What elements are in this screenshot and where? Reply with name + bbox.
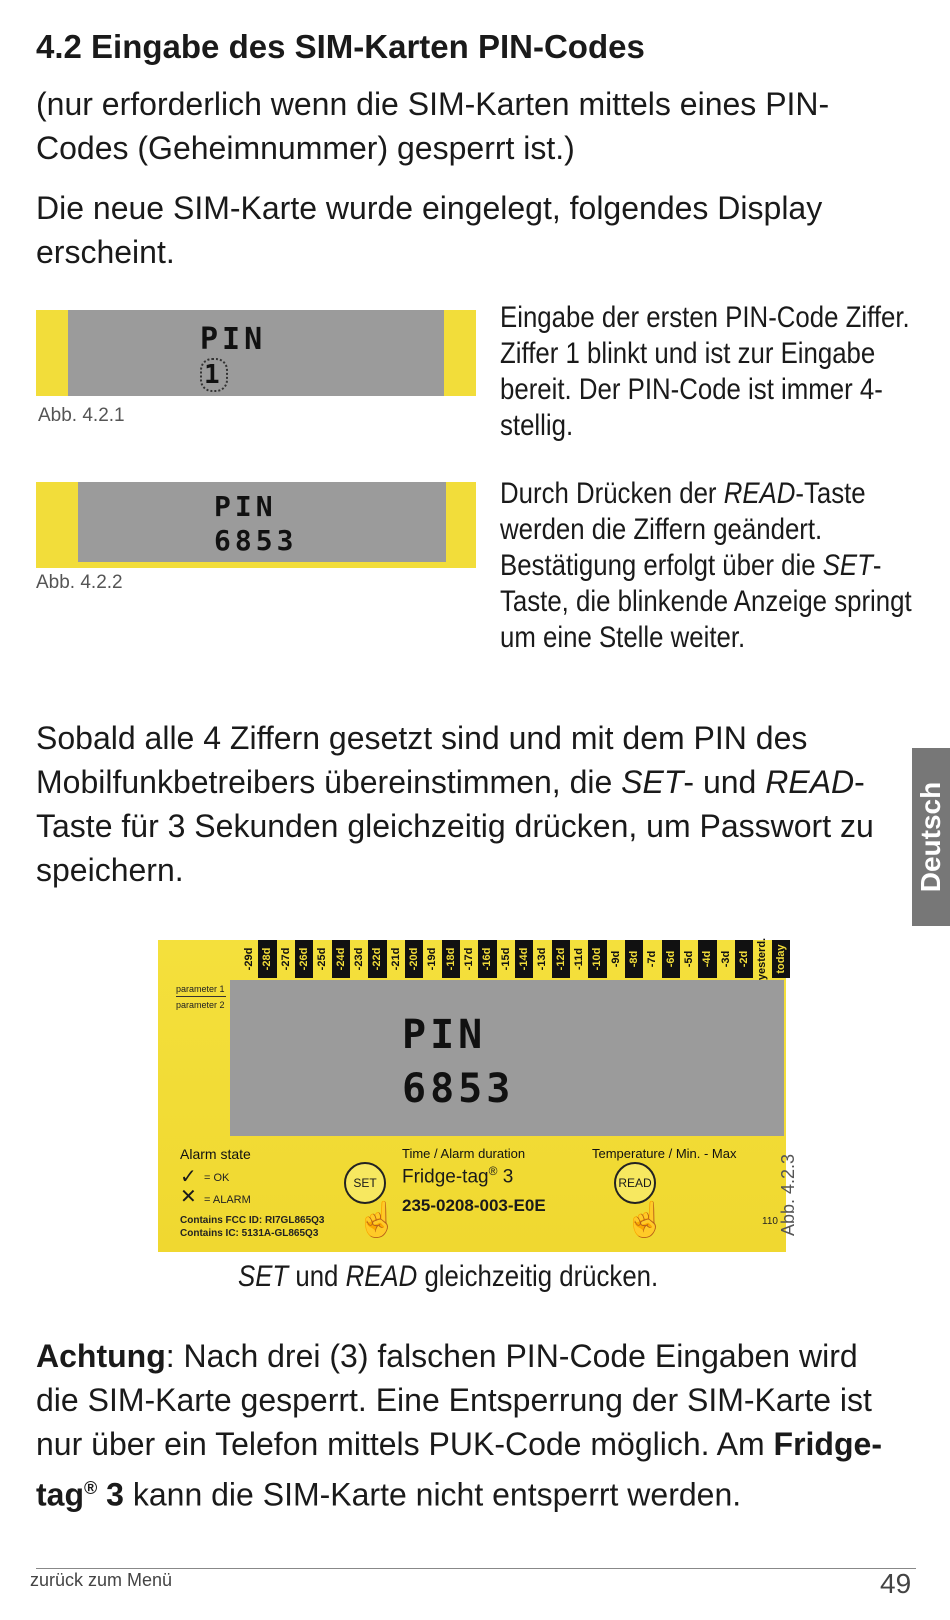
day-marker: -22d [368, 940, 386, 978]
day-marker: -4d [698, 940, 716, 978]
day-marker: -21d [389, 947, 402, 971]
figure-caption-3: Abb. 4.2.3 [778, 1153, 798, 1236]
day-marker: -24d [332, 940, 350, 978]
fridge-tag-device [158, 937, 787, 1252]
parameter-2-label: parameter 2 [176, 1000, 225, 1010]
ic-id: Contains IC: 5131A-GL865Q3 [180, 1228, 319, 1239]
figure-1-description: Eingabe der ersten PIN-Code Ziffer. Ziffer 1 blinkt und ist zur Eingabe bereit. Der PIN-Code ist immer 4-stellig. [500, 301, 910, 442]
product-name: Fridge-tag® 3 [402, 1164, 514, 1188]
set-button[interactable]: SET [344, 1162, 386, 1204]
day-marker: -27d [279, 947, 292, 971]
day-marker: -20d [405, 940, 423, 978]
display-figure-1 [36, 310, 476, 396]
cross-icon: ✕ [180, 1186, 197, 1208]
paragraph-save-pin: Sobald alle 4 Ziffern gesetzt sind und mit dem PIN des Mobilfunkbetreibers übereinstimmen, die SET- und READ-Taste für 3 Sekunden gleichzeitig drücken, um Passwort zu speichern. [36, 720, 874, 888]
day-strip [240, 937, 790, 981]
day-marker: -8d [625, 940, 643, 978]
day-marker: -29d [243, 947, 256, 971]
day-marker: -28d [258, 940, 276, 978]
day-marker: -10d [588, 940, 606, 978]
page-number: 49 [880, 1568, 912, 1599]
day-marker: -15d [499, 947, 512, 971]
section-heading: 4.2 Eingabe des SIM-Karten PIN-Codes [36, 28, 645, 65]
lcd-screen [68, 310, 444, 396]
day-marker: today [772, 940, 790, 978]
serial-number: 235-0208-003-E0E [402, 1196, 546, 1215]
day-marker: -13d [536, 947, 549, 971]
paragraph-display: Die neue SIM-Karte wurde eingelegt, folgendes Display erscheint. [36, 190, 823, 270]
day-marker: -16d [478, 940, 496, 978]
day-marker: -7d [646, 950, 659, 968]
display-figure-2 [36, 482, 476, 568]
lcd-screen [230, 980, 784, 1136]
figure-2-description: Durch Drücken der READ-Taste werden die Ziffern geändert. Bestätigung erfolgt über die SET-Taste, die blinkende Anzeige springt um eine Stelle weiter. [500, 477, 912, 654]
alarm-label: = ALARM [204, 1194, 251, 1206]
lcd-pin-label: PIN [200, 322, 267, 357]
day-marker: -2d [735, 940, 753, 978]
figure-caption-2: Abb. 4.2.2 [36, 572, 123, 593]
figure-caption-1: Abb. 4.2.1 [38, 405, 125, 426]
lcd-blinking-digit: 1 [200, 358, 228, 392]
lcd-pin-digits: 6853 [402, 1066, 515, 1112]
divider [176, 996, 226, 997]
day-marker: -14d [515, 940, 533, 978]
alarm-state-label: Alarm state [180, 1146, 251, 1162]
lcd-screen [78, 482, 446, 562]
day-marker: -5d [683, 950, 696, 968]
day-marker: yesterd. [756, 937, 769, 981]
day-marker: -19d [426, 947, 439, 971]
day-marker: -18d [442, 940, 460, 978]
language-tab[interactable]: Deutsch [912, 748, 950, 926]
day-marker: -3d [719, 950, 732, 968]
device-code: 110 [762, 1216, 778, 1227]
temperature-label: Temperature / Min. - Max [592, 1146, 737, 1161]
lcd-pin-label: PIN [214, 490, 277, 523]
pointing-hand-icon: ☝ [624, 1201, 667, 1239]
checkmark-icon: ✓ [180, 1166, 197, 1188]
figure-3-caption: SET und READ gleichzeitig drücken. [238, 1260, 659, 1293]
read-button[interactable]: READ [614, 1162, 656, 1204]
ok-label: = OK [204, 1172, 230, 1184]
back-to-menu-link[interactable]: zurück zum Menü [30, 1570, 173, 1590]
day-marker: -25d [316, 947, 329, 971]
fcc-id: Contains FCC ID: RI7GL865Q3 [180, 1215, 325, 1226]
intro-text: (nur erforderlich wenn die SIM-Karten mittels eines PIN-Codes (Geheimnummer) gesperrt ist.) [36, 86, 830, 166]
warning-paragraph: Achtung: Nach drei (3) falschen PIN-Code Eingaben wird die SIM-Karte gesperrt. Eine Entsperrung der SIM-Karte ist nur über ein Telefon mittels PUK-Code möglich. Am Fridge-tag® 3 kann die SIM-Karte nicht entsperrt werden. [36, 1338, 882, 1513]
day-marker: -26d [295, 940, 313, 978]
lcd-pin-digits: 6853 [214, 524, 298, 557]
day-marker: -6d [662, 940, 680, 978]
day-marker: -12d [552, 940, 570, 978]
day-marker: -9d [609, 950, 622, 968]
day-marker: -17d [463, 947, 476, 971]
day-marker: -23d [353, 947, 366, 971]
day-marker: -11d [573, 947, 586, 971]
footer-divider [36, 1568, 916, 1569]
time-alarm-label: Time / Alarm duration [402, 1146, 526, 1161]
lcd-pin-label: PIN [402, 1012, 487, 1058]
pointing-hand-icon: ☝ [356, 1201, 399, 1239]
parameter-1-label: parameter 1 [176, 984, 225, 994]
